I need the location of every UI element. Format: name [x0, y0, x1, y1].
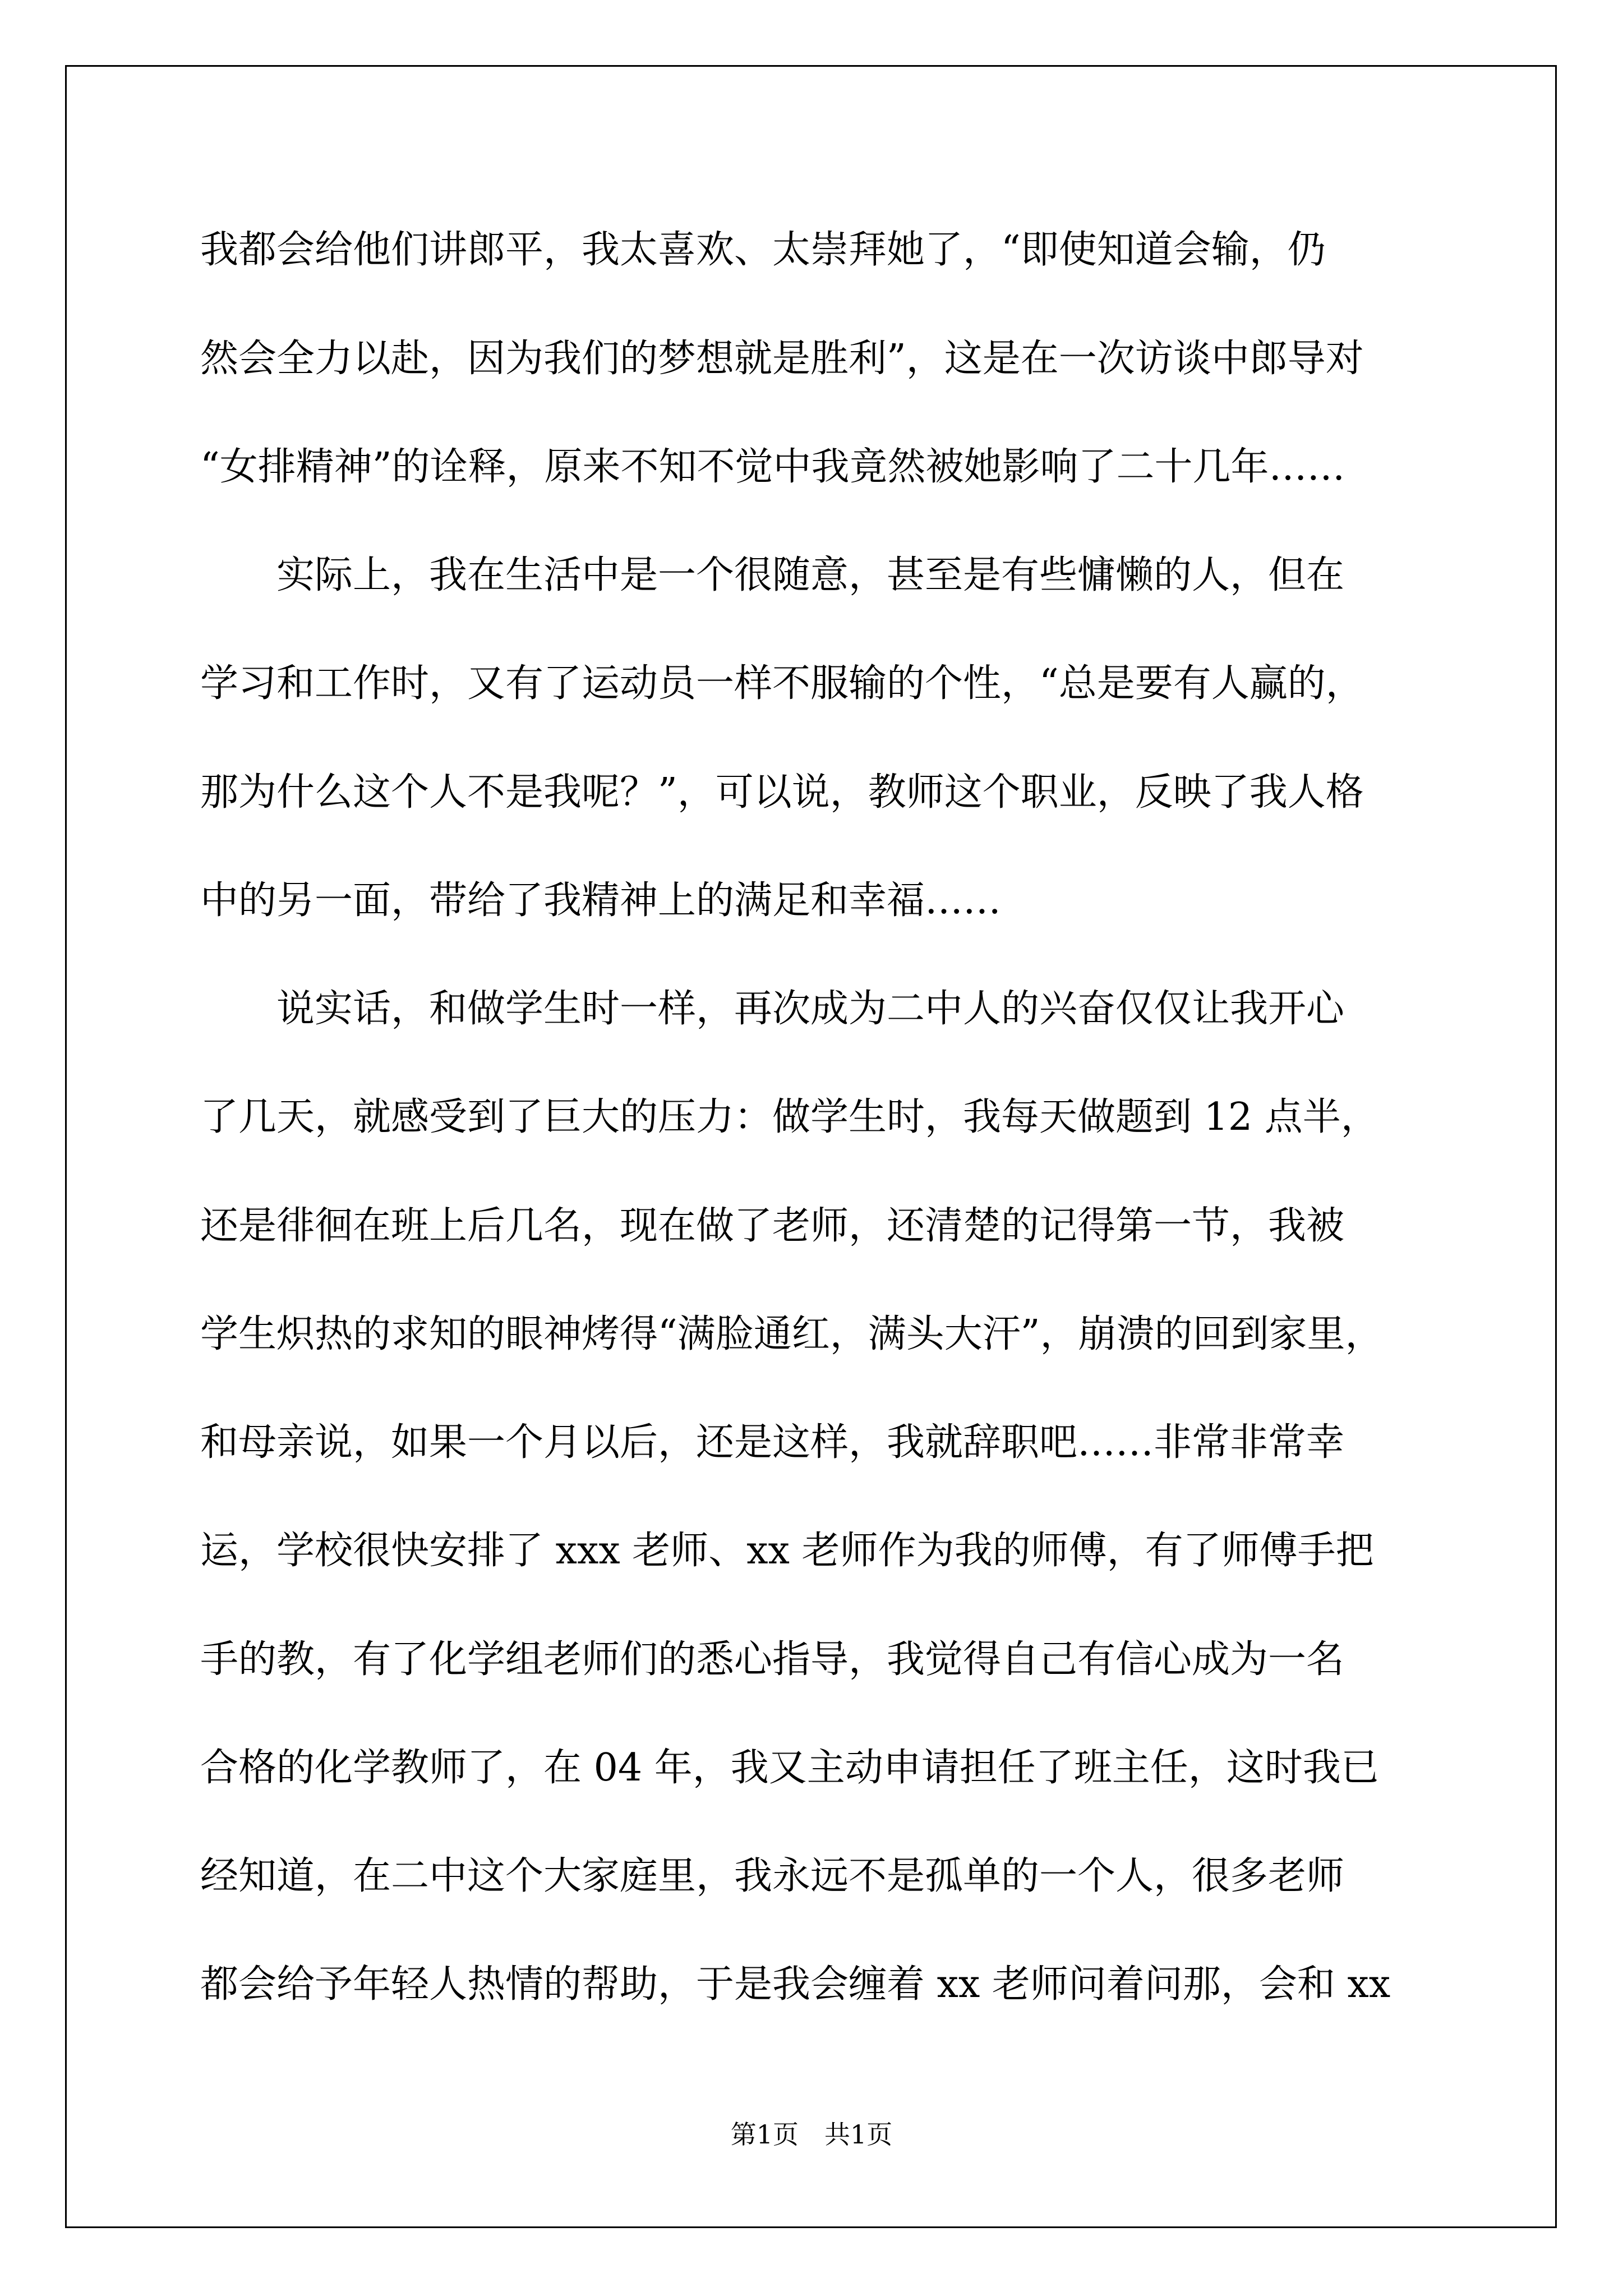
text-line: 那为什么这个人不是我呢？”，可以说，教师这个职业，反映了我人格	[200, 770, 1364, 815]
text-line: 手的教，有了化学组老师们的悉心指导，我觉得自己有信心成为一名	[200, 1637, 1345, 1682]
text-line: 中的另一面，带给了我精神上的满足和幸福……	[200, 878, 1002, 923]
text-line: 和母亲说，如果一个月以后，还是这样，我就辞职吧……非常非常幸	[200, 1420, 1345, 1465]
text-line: 都会给予年轻人热情的帮助，于是我会缠着 xx 老师问着问那，会和 xx	[200, 1962, 1391, 2007]
text-line: 学习和工作时，又有了运动员一样不服输的个性，“总是要有人赢的，	[200, 661, 1364, 706]
text-line: 了几天，就感受到了巨大的压力：做学生时，我每天做题到 12 点半，	[200, 1095, 1379, 1139]
text-line: 实际上，我在生活中是一个很随意，甚至是有些慵懒的人，但在	[200, 553, 1345, 597]
text-line: 然会全力以赴，因为我们的梦想就是胜利”，这是在一次访谈中郎导对	[200, 337, 1364, 381]
text-line: 说实话，和做学生时一样，再次成为二中人的兴奋仅仅让我开心	[200, 987, 1345, 1031]
text-line: 经知道，在二中这个大家庭里，我永远不是孤单的一个人，很多老师	[200, 1854, 1345, 1898]
text-line: 合格的化学教师了，在 04 年，我又主动申请担任了班主任，这时我已	[200, 1746, 1379, 1790]
text-line: “女排精神”的诠释，原来不知不觉中我竟然被她影响了二十几年……	[200, 445, 1345, 489]
text-line: 我都会给他们讲郎平，我太喜欢、太崇拜她了，“即使知道会输，仍	[200, 228, 1326, 272]
text-line: 运，学校很快安排了 xxx 老师、xx 老师作为我的师傅，有了师傅手把	[200, 1529, 1374, 1573]
text-line: 还是徘徊在班上后几名，现在做了老师，还清楚的记得第一节，我被	[200, 1204, 1345, 1248]
text-line: 学生炽热的求知的眼神烤得“满脸通红，满头大汗”，崩溃的回到家里，	[200, 1312, 1384, 1356]
page-footer: 第1页 共1页	[730, 2119, 893, 2150]
page-border	[65, 65, 1557, 2228]
